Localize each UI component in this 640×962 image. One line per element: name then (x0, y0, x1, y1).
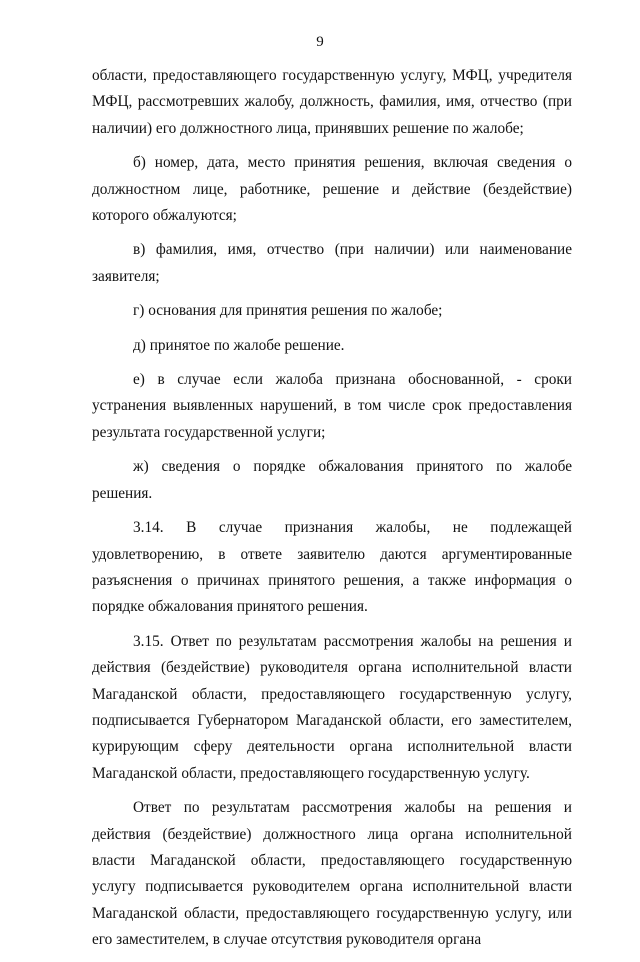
document-body (92, 63, 572, 962)
paragraph-continuation: области, предоставляющего государственную услугу, МФЦ, учредителя МФЦ, рассмотревших жалобу, должность, фамилия, имя, отчество (при наличии) его должностного лица, принявших решение по жалобе; (92, 67, 572, 137)
paragraph-item-e: е) в случае если жалоба признана обоснованной, - сроки устранения выявленных нарушений, в том числе срок предоставления результата государственной услуги; (92, 371, 572, 441)
paragraph-item-v: в) фамилия, имя, отчество (при наличии) или наименование заявителя; (92, 241, 572, 285)
paragraph-item-d: д) принятое по жалобе решение. (133, 336, 345, 354)
paragraph-item-g: г) основания для принятия решения по жалобе; (133, 302, 443, 320)
paragraph-item-zh: ж) сведения о порядке обжалования принятого по жалобе решения. (92, 458, 572, 502)
page-number: 9 (316, 34, 324, 50)
paragraph-section-3-14: 3.14. В случае признания жалобы, не подлежащей удовлетворению, в ответе заявителю даются аргументированные разъяснения о причинах принятого решения, а также информация о порядке обжалования принятого решения. (92, 519, 572, 616)
paragraph-item-b: б) номер, дата, место принятия решения, включая сведения о должностном лице, работнике, решение и действие (бездействие) которого обжалуются; (92, 154, 572, 225)
paragraph-answer-official: Ответ по результатам рассмотрения жалобы на решения и действия (бездействие) должностного лица органа исполнительной власти Магаданской области, предоставляющего государственную услугу подписывается руководителем органа исполнительной власти Магаданской области, предоставляющего государственную услугу, или его заместителем, в случае отсутствия руководителя органа (92, 799, 572, 949)
paragraph-section-3-15: 3.15. Ответ по результатам рассмотрения жалобы на решения и действия (бездействие) руководителя органа исполнительной власти Магаданской области, предоставляющего государственную услугу, подписывается Губернатором Магаданской области, его заместителем, курирующим сферу деятельности органа исполнительной власти Магаданской области, предоставляющего государственную услугу. (92, 632, 572, 782)
